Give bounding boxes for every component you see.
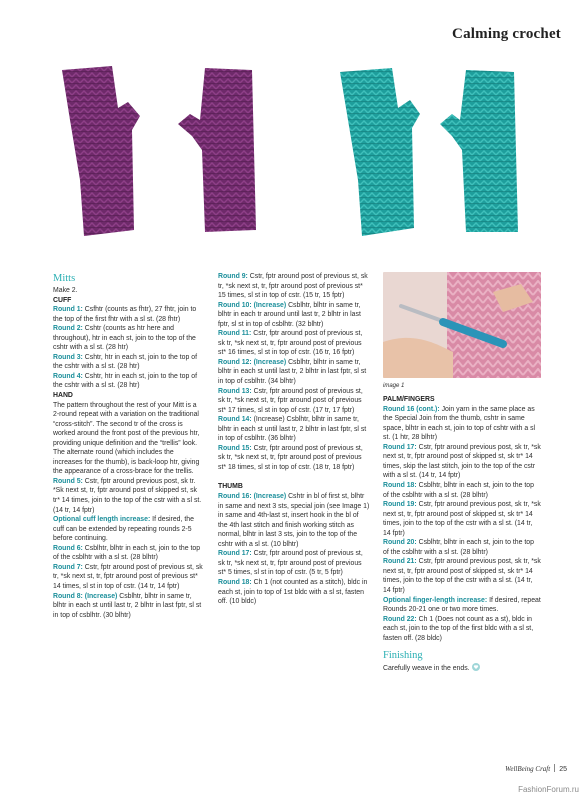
list-item: Round 17: Cstr, fptr around post of previous st, sk tr, *sk next st, tr, fptr around post of previous st* 5 times, sl st in top of cstr. (5 tr, 5 fptr) xyxy=(218,550,363,577)
list-item: Round 7: Cstr, fptr around post of previous st, sk tr, *sk next st, tr, fptr around post of previous st* 14 times, sl st in top of cstr. (14 tr, 14 fptr) xyxy=(53,563,203,590)
list-item: Round 4: Cshtr, htr in each st, join to the top of the cshtr with a sl st. (28 htr) xyxy=(53,372,198,390)
list-item: Round 3: Cshtr, htr in each st, join to the top of the cshtr with a sl st. (28 htr) xyxy=(53,353,198,371)
mitts-heading: Mitts xyxy=(53,273,76,284)
image-caption: image 1 xyxy=(383,382,405,389)
list-item: Round 18: Ch 1 (not counted as a stitch), bldc in each st, join to top of 1st bldc with a sl st, fasten off. (10 bldc) xyxy=(218,578,368,606)
heart-icon xyxy=(472,663,480,671)
list-item: Round 20: Csblhtr, blhtr in each st, join to the top of the csblhtr with a sl st. (28 blhtr) xyxy=(383,539,534,556)
list-item: Round 9: Cstr, fptr around post of previous st, sk tr, *sk next st, tr, fptr around post of previous st* 15 times, sl st in top of cstr. (15 tr, 15 fptr) xyxy=(218,273,368,300)
page-section-title: Calming crochet xyxy=(452,26,561,42)
list-item: Round 14: (Increase) Csblhtr, blhtr in same tr, blhtr in each st until last tr, 2 blhtr in last fptr, sl st in top of csblhtr. (36 blhtr) xyxy=(218,416,367,443)
footer-divider xyxy=(554,764,555,772)
purple-mitt-left xyxy=(62,66,140,236)
list-item: Round 8: (Increase) Csblhtr, blhtr in same tr, blhtr in each st until last tr, 2 blhtr in last fptr, sl st in top of csblhtr. (30 blhtr) xyxy=(53,592,202,619)
cuff-heading: CUFF xyxy=(53,296,72,304)
list-item: Optional finger-length increase: If desired, repeat Rounds 20-21 one or two more times. xyxy=(383,596,541,614)
list-item: Round 15: Cstr, fptr around post of previous st, sk tr, *sk next st, tr, fptr around post of previous st* 18 times, sl st in top of cstr. (18 tr, 18 fptr) xyxy=(218,444,363,471)
thumb-heading: THUMB xyxy=(218,483,243,491)
make-count: Make 2. xyxy=(53,287,78,294)
column-1 xyxy=(53,272,203,620)
teal-mitt-right xyxy=(440,70,518,232)
list-item: Round 12: (Increase) Csblhtr, blhtr in same tr, blhtr in each st until last tr, 2 blhtr in last fptr, sl st in top of csblhtr. (34 blhtr) xyxy=(218,358,367,386)
list-item: Round 13: Cstr, fptr around post of previous st, sk tr, *sk next st, tr, fptr around post of previous st* 17 times, sl st in top of cstr. (17 tr, 17 fptr) xyxy=(218,387,363,414)
column-3 xyxy=(383,272,541,674)
list-item: Round 5: Cstr, fptr around previous post, sk tr. *Sk next st, tr, fptr around post of skipped st, sk tr* 14 times, join to the top of the cstr with a sl st. (14 tr, 14 fptr) xyxy=(53,477,202,514)
watermark: FashionForum.ru xyxy=(518,785,579,794)
list-item: Round 17: Cstr, fptr around previous post, sk tr, *sk next st, tr, fptr around post of skipped st, sk tr* 14 times, skip the last stitch, join to the top of the cstr with a sl st. (14 tr, 14 fptr) xyxy=(383,443,541,480)
finishing-heading: Finishing xyxy=(383,650,423,662)
list-item: Round 16 (cont.): Join yarn in the same place as the Special Join from the thumb, cshtr in same space, blhtr in each st, join to top of cshtr with a sl st. (1 htr, 28 blhtr) xyxy=(383,405,536,442)
list-item: Round 16: (Increase) Cshtr in bl of first st, blhtr in same and next 3 sts, special join (see Image 1) in same and 4th-last st, insert hook in the bl of the 4th last stitch and finish working stitch as normal, blhtr in last 3 sts, join to the top of the cshtr with a sl st. (10 blhtr) xyxy=(218,493,370,548)
page-footer xyxy=(505,764,567,773)
list-item: Round 18: Csblhtr, blhtr in each st, join to the top of the csblhtr with a sl st. (28 blhtr) xyxy=(383,482,534,499)
magazine-name: WellBeing Craft xyxy=(505,765,551,773)
hand-intro: The pattern throughout the rest of your Mitt is a 2-round repeat with a variation on the traditional “cross-stitch”. The second tr of the cross is worked around the front post of the previous htr, providing unique definition and the “trellis” look. The alternate round (which includes the increases for the thumb), is back-loop htr, giving the appearance of a cross-brace for the trellis. xyxy=(53,401,200,476)
list-item: Round 6: Csblhtr, blhtr in each st, join to the top of the csblhtr with a sl st. (28 blhtr) xyxy=(53,544,201,562)
palm-heading: PALM/FINGERS xyxy=(383,396,435,404)
technique-photo xyxy=(383,272,541,378)
teal-mitt-left xyxy=(340,68,420,236)
list-item: Round 22: Ch 1 (Does not count as a st), bldc in each st, join to the top of the first bldc with a sl st, fasten off. (28 bldc) xyxy=(383,615,534,642)
list-item: Round 11: Cstr, fptr around post of previous st, sk tr, *sk next st, tr, fptr around post of previous st* 16 times, sl st in top of cstr. (16 tr, 16 fptr) xyxy=(218,330,363,357)
column-2 xyxy=(218,272,370,607)
list-item: Round 21: Cstr, fptr around previous post, sk tr, *sk next st, tr, fptr around post of skipped st, sk tr* 14 times, join to the top of the cstr with a sl st. (14 tr, 14 fptr) xyxy=(383,558,541,595)
page-number: 25 xyxy=(559,766,567,773)
list-item: Round 1: Csfhtr (counts as fhtr), 27 fhtr, join to the top of the first fhtr with a sl st. (28 fhtr) xyxy=(53,306,197,323)
list-item: Round 19: Cstr, fptr around previous post, sk tr, *sk next st, tr, fptr around post of skipped st, sk tr* 14 times, join to the top of the cstr with a sl st. (14 tr, 14 fptr) xyxy=(383,501,541,537)
list-item: Optional cuff length increase: If desired, the cuff can be extended by repeating rounds 2-5 before continuing. xyxy=(53,516,194,543)
mitts-photo xyxy=(0,60,587,260)
hand-heading: HAND xyxy=(53,392,73,400)
purple-mitt-right xyxy=(178,68,256,232)
list-item: Round 2: Cshtr (counts as htr here and throughout), htr in each st, join to the top of the cshtr with a sl st. (28 htr) xyxy=(53,325,196,352)
finishing-text: Carefully weave in the ends. xyxy=(383,663,541,674)
list-item: Round 10: (Increase) Csblhtr, blhtr in same tr, blhtr in each tr around until last tr, 2 blhtr in last fptr, sl st in top of csblhtr. (32 blhtr) xyxy=(218,301,361,328)
